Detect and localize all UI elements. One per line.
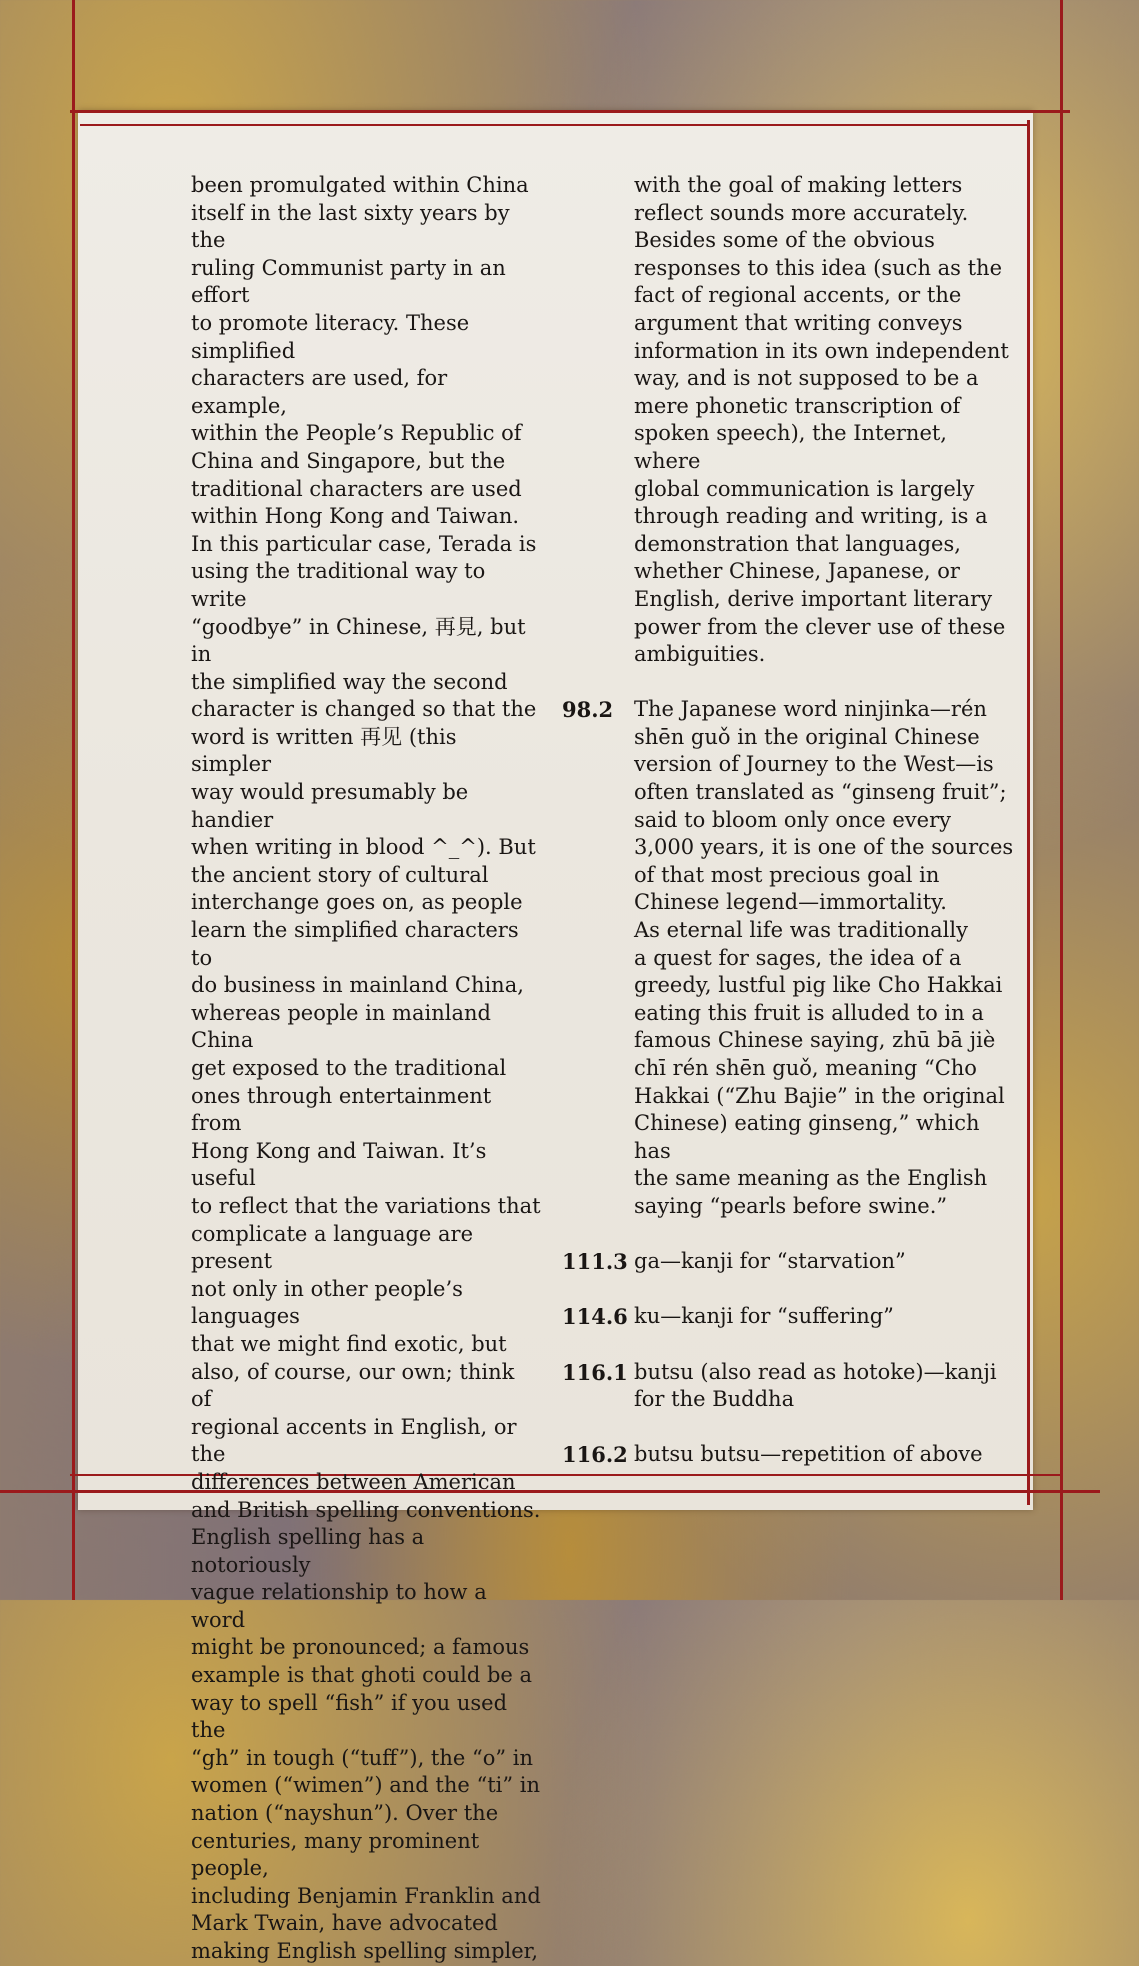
right-column (562, 172, 1017, 1469)
note-114-6 (562, 1303, 1017, 1331)
top-border-rule (70, 110, 1070, 113)
right-border-rule (1060, 0, 1063, 1600)
note-text: butsu butsu—repetition of above (634, 1442, 983, 1467)
note-number: 114.6 (562, 1304, 628, 1330)
note-number: 111.3 (562, 1249, 628, 1275)
note-text: ku—kanji for “suffering” (634, 1304, 894, 1329)
left-border-rule (72, 0, 75, 1600)
note-text: The Japanese word ninjinka—rén shēn guǒ in the original Chinese version of Journey to the West—is often translated as “ginseng fruit”; said to bloom only once every 3,000 years, it is one of the sources of that most precious goal in Chinese legend—immortality. As eternal life was traditionally a quest for sages, the idea of a greedy, lustful pig like Cho Hakkai eating this fruit is alluded to in a famous Chinese saying, zhū bā jiè chī rén shēn guǒ, meaning “Cho Hakkai (“Zhu Bajie” in the original Chinese) eating ginseng,” which has the same meaning as the English saying “pearls before swine.” (634, 697, 1014, 1218)
note-116-1 (562, 1359, 1017, 1414)
note-116-2 (562, 1441, 1017, 1469)
bottom-border-rule (0, 1490, 1100, 1493)
note-111-3 (562, 1248, 1017, 1276)
note-text: butsu (also read as hotoke)—kanji for the Buddha (634, 1359, 997, 1412)
top-inner-rule (80, 124, 1030, 126)
note-number: 116.1 (562, 1359, 628, 1385)
note-number: 98.2 (562, 697, 614, 723)
left-column-text: been promulgated within China itself in the last sixty years by the ruling Communist party in an effort to promote literacy. These simplified characters are used, for example, within the People’s Republic of China and Singapore, but the traditional characters are used within Hong Kong and Taiwan. In this particular case, Terada is using the traditional way to write “goodbye” in Chinese, 再見, but in the simplified way the second character is changed so that the word is written 再见 (this simpler way would presumably be handier when writing in blood ^_^). But the ancient story of cultural interchange goes on, as people learn the simplified characters to do business in mainland China, whereas people in mainland China get exposed to the traditional ones through entertainment from Hong Kong and Taiwan. It’s useful to reflect that the variations that complicate a language are present not only in other people’s languages that we might find exotic, but also, of course, our own; think of regional accents in English, or the differences between American and British spelling conventions. English spelling has a notoriously vague relationship to how a word might be pronounced; a famous example is that ghoti could be a way to spell “fish” if you used the “gh” in tough (“tuff”), the “o” in women (“wimen”) and the “ti” in nation (“nayshun”). Over the centuries, many prominent people, including Benjamin Franklin and Mark Twain, have advocated making English spelling simpler, (191, 173, 541, 1963)
left-column (191, 172, 541, 1966)
continuation-text: with the goal of making letters reflect sounds more accurately. Besides some of the obvious responses to this idea (such as the fact of regional accents, or the argument that writing conveys information in its own independent way, and is not supposed to be a mere phonetic transcription of spoken speech), the Internet, where global communication is largely through reading and writing, is a demonstration that languages, whether Chinese, Japanese, or English, derive important literary power from the clever use of these ambiguities. (634, 173, 1009, 667)
right-inner-rule (1027, 120, 1030, 1505)
note-text: ga—kanji for “starvation” (634, 1249, 906, 1274)
note-number: 116.2 (562, 1442, 628, 1468)
note-98-2 (562, 696, 1017, 1220)
